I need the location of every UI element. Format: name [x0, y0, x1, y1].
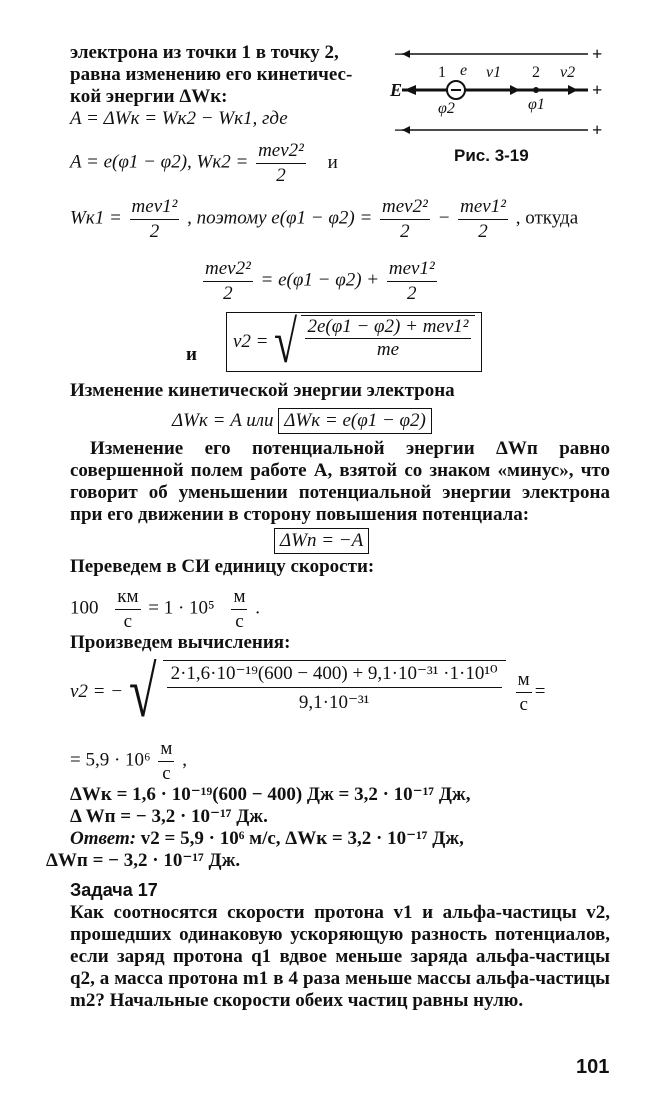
answer-label: Ответ: — [70, 828, 137, 849]
fraction — [387, 258, 437, 305]
numerator: 2e(φ1 − φ2) + mev1² — [307, 316, 469, 337]
eq-text: , откуда — [515, 207, 579, 229]
denominator: 2 — [149, 220, 160, 242]
numerator: mev1² — [458, 196, 508, 220]
numerator: mev2² — [203, 258, 253, 282]
figure-3-19 — [388, 40, 608, 170]
numerator: mev2² — [380, 196, 430, 220]
text-line: Изменение кинетической энергии электрона — [70, 380, 455, 401]
denominator: 2 — [478, 220, 488, 242]
phi2-label: φ2 — [438, 100, 455, 117]
electron-label: e — [460, 62, 468, 79]
plus-sign: + — [592, 80, 603, 100]
fraction — [115, 586, 140, 633]
radical-sign: √ — [273, 309, 297, 375]
eq-text: и — [327, 151, 338, 173]
fraction — [203, 258, 253, 305]
plus-sign: + — [592, 120, 603, 140]
numerator: м — [158, 738, 174, 762]
paragraph-potential: Изменение его потенциальной энергии ΔWп равно совершенной полем работе A, взятой со знаком «минус», что говорит об уменьшении потенциальной энергии электрона при его движении в сторону повышения потенциала: — [70, 438, 610, 525]
field-diagram — [388, 40, 608, 150]
eq-text: v2 = — [233, 331, 269, 353]
denominator: 2 — [407, 282, 417, 304]
denominator: 2 — [223, 282, 233, 304]
page-number: 101 — [576, 1056, 610, 1078]
radical-sign: √ — [129, 652, 157, 732]
eq-text: ΔWк = A или — [172, 410, 274, 431]
eq-text: v2 = − — [70, 681, 124, 703]
fraction — [256, 140, 306, 187]
equation-dwp-value: Δ Wп = − 3,2 · 10⁻¹⁷ Дж. — [70, 806, 268, 827]
sqrt — [269, 309, 475, 375]
eq-text: , — [182, 749, 187, 771]
boxed-dwp-formula — [274, 528, 369, 554]
velocity-v2-label: v2 — [560, 64, 576, 81]
denominator: me — [376, 338, 400, 360]
answer-text: v2 = 5,9 · 10⁶ м/с, ΔWк = 3,2 · 10⁻¹⁷ Дж, — [140, 828, 464, 849]
figure-caption: Рис. 3-19 — [454, 146, 529, 165]
fraction — [380, 196, 430, 243]
eq-text: = e(φ1 − φ2) + — [260, 269, 380, 291]
eq-text: ΔWп = −A — [274, 528, 369, 554]
equation-w1 — [70, 196, 578, 243]
radicand — [301, 315, 474, 369]
denominator: с — [123, 610, 133, 632]
boxed-v2-formula — [226, 309, 482, 375]
fraction — [158, 738, 174, 785]
eq-text: A = e(φ1 − φ2), Wк2 = — [70, 151, 249, 173]
equation-dwk-value: ΔWк = 1,6 · 10⁻¹⁹(600 − 400) Дж = 3,2 · 10⁻¹⁷ Дж, — [70, 784, 471, 805]
task-title: Задача 17 — [70, 880, 158, 900]
numerator: м — [231, 586, 247, 610]
answer-line — [70, 828, 464, 850]
equation-a2 — [70, 140, 338, 187]
equation-kinetic — [200, 258, 440, 305]
eq-text: − — [437, 207, 451, 229]
minus-sign: − — [394, 120, 405, 140]
denominator: с — [235, 610, 244, 632]
denominator: с — [519, 693, 528, 715]
point-1-label: 1 — [438, 64, 446, 81]
fraction — [231, 586, 247, 633]
numerator: mev1² — [130, 196, 180, 220]
minus-sign: − — [394, 44, 405, 64]
equation-a: A = ΔWк = Wк2 − Wк1, где — [70, 108, 288, 129]
equation-conversion — [70, 586, 260, 633]
point-2-label: 2 — [532, 64, 540, 81]
sqrt — [123, 652, 506, 732]
text-line: Переведем в СИ единицу скорости: — [70, 556, 375, 577]
numerator: 2·1,6·10⁻¹⁹(600 − 400) + 9,1·10⁻³¹ ·1·10¹⁰ — [167, 661, 502, 688]
text-line: Произведем вычисления: — [70, 632, 291, 653]
denominator: 2 — [400, 220, 410, 242]
answer-line: ΔWп = − 3,2 · 10⁻¹⁷ Дж. — [46, 850, 241, 871]
eq-text: . — [255, 597, 260, 619]
fraction — [458, 196, 508, 243]
numerator: mev2² — [256, 140, 306, 164]
eq-text: , поэтому e(φ1 − φ2) = — [187, 207, 373, 229]
phi1-label: φ1 — [528, 96, 545, 113]
radicand — [163, 660, 506, 725]
plus-sign: + — [592, 44, 603, 64]
eq-text: = 5,9 · 10⁶ — [70, 749, 151, 771]
text-line: равна изменению его кинетичес- — [70, 64, 353, 85]
boxed-dwk-formula: ΔWк = e(φ1 − φ2) — [278, 408, 432, 434]
equation-dwk — [172, 408, 432, 434]
eq-text: Wк1 = — [70, 207, 122, 229]
eq-text: 100 — [70, 597, 99, 619]
fraction — [516, 669, 532, 716]
numerator: м — [516, 669, 532, 693]
denominator: 9,1·10⁻³¹ — [298, 691, 370, 713]
equation-result — [70, 738, 187, 785]
text-line: кой энергии ΔWк: — [70, 86, 228, 107]
denominator: 2 — [276, 164, 286, 186]
task-text: Как соотносятся скорости протона v1 и альфа-частицы v2, прошедших одинаковую ускоряющую разность потенциалов, если заряд протона q1 вдвое меньше заряда альфа-частицы q2, а масса протона m1 в 4 раза меньше массы альфа-частицы m2? Начальные скорости обеих частиц равны нулю. — [70, 902, 610, 1011]
equation-calculation — [70, 652, 546, 732]
fraction — [130, 196, 180, 243]
eq-text: и — [186, 344, 197, 365]
numerator: км — [115, 586, 140, 610]
eq-text: = 1 · 10⁵ — [148, 597, 215, 619]
denominator: с — [162, 762, 171, 784]
velocity-v1-label: v1 — [486, 64, 502, 81]
field-label-e: E — [390, 80, 403, 100]
eq-text: = — [534, 681, 546, 703]
numerator: mev1² — [387, 258, 437, 282]
text-line: электрона из точки 1 в точку 2, — [70, 42, 339, 63]
